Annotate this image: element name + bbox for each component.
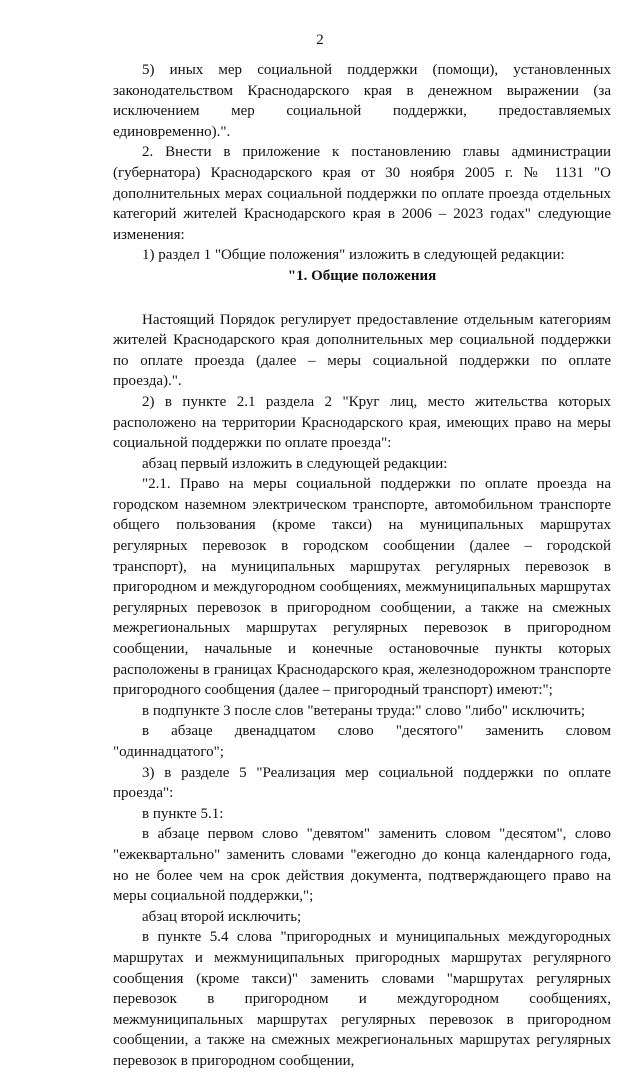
paragraph: 2) в пункте 2.1 раздела 2 "Круг лиц, место жительства которых расположено на территории Краснодарского края, имеющих право на меры социальной поддержки по оплате проезда": — [113, 393, 611, 452]
document-body — [113, 60, 611, 1072]
spacer — [113, 287, 611, 310]
paragraph: в абзаце первом слово "девятом" заменить словом "десятом", слово "ежеквартально" заменить словами "ежегодно до конца календарного года, но не более чем на срок действия документа, подтверждающего право на меры социальной поддержки,"; — [113, 826, 611, 905]
paragraph: 5) иных мер социальной поддержки (помощи), установленных законодательством Краснодарского края в денежном выражении (за исключением мер социальной поддержки, предоставляемых единовременно).". — [113, 62, 611, 140]
paragraph: в подпункте 3 после слов "ветераны труда:" слово "либо" исключить; — [142, 702, 586, 719]
paragraph: в пункте 5.1: — [142, 805, 224, 822]
page-number: 2 — [316, 32, 324, 48]
section-heading: "1. Общие положения — [287, 267, 437, 284]
paragraph: 1) раздел 1 "Общие положения" изложить в следующей редакции: — [142, 247, 565, 264]
paragraph: Настоящий Порядок регулирует предоставление отдельным категориям жителей Краснодарского края дополнительных мер социальной поддержки по оплате проезда (далее – меры социальной поддержки по оплате проезда).". — [113, 311, 611, 390]
paragraph: 2. Внести в приложение к постановлению главы администрации (губернатора) Краснодарского края от 30 ноября 2005 г. № 1131 "О дополнительных мерах социальной поддержки по оплате проезда отдельных категорий жителей Краснодарского края в 2006 – 2023 годах" следующие изменения: — [113, 144, 611, 243]
paragraph: в пункте 5.4 слова "пригородных и муниципальных междугородных маршрутах и межмуниципальных пригородных маршрутах регулярного сообщения (кроме такси)" заменить словами "маршрутах регулярных перевозок в пригородном и междугородном сообщениях, межмуниципальных маршрутах регулярных перевозок в пригородном сообщении, а также на смежных межрегиональных маршрутах регулярных перевозок в пригородном сообщении, — [113, 929, 611, 1069]
paragraph: 3) в разделе 5 "Реализация мер социальной поддержки по оплате проезда": — [113, 764, 611, 802]
paragraph: в абзаце двенадцатом слово "десятого" заменить словом "одиннадцатого"; — [113, 723, 611, 760]
paragraph: абзац второй исключить; — [142, 908, 302, 925]
paragraph: "2.1. Право на меры социальной поддержки по оплате проезда на городском наземном электрическом транспорте, автомобильном транспорте общего пользования (кроме такси) на муниципальных маршрутах регулярных перевозок в городском сообщении (далее – городской транспорт), на муниципальных маршрутах регулярных перевозок в пригородном и междугородном сообщениях, межмуниципальных маршрутах регулярных перевозок в пригородном сообщении, а также на смежных межрегиональных маршрутах регулярных перевозок в пригородном сообщении, начальные и конечные остановочные пункты которых расположены в границах Краснодарского края, железнодорожном транспорте пригородного сообщения (далее – пригородный транспорт) имеют:"; — [113, 476, 611, 699]
paragraph: абзац первый изложить в следующей редакции: — [142, 455, 448, 472]
